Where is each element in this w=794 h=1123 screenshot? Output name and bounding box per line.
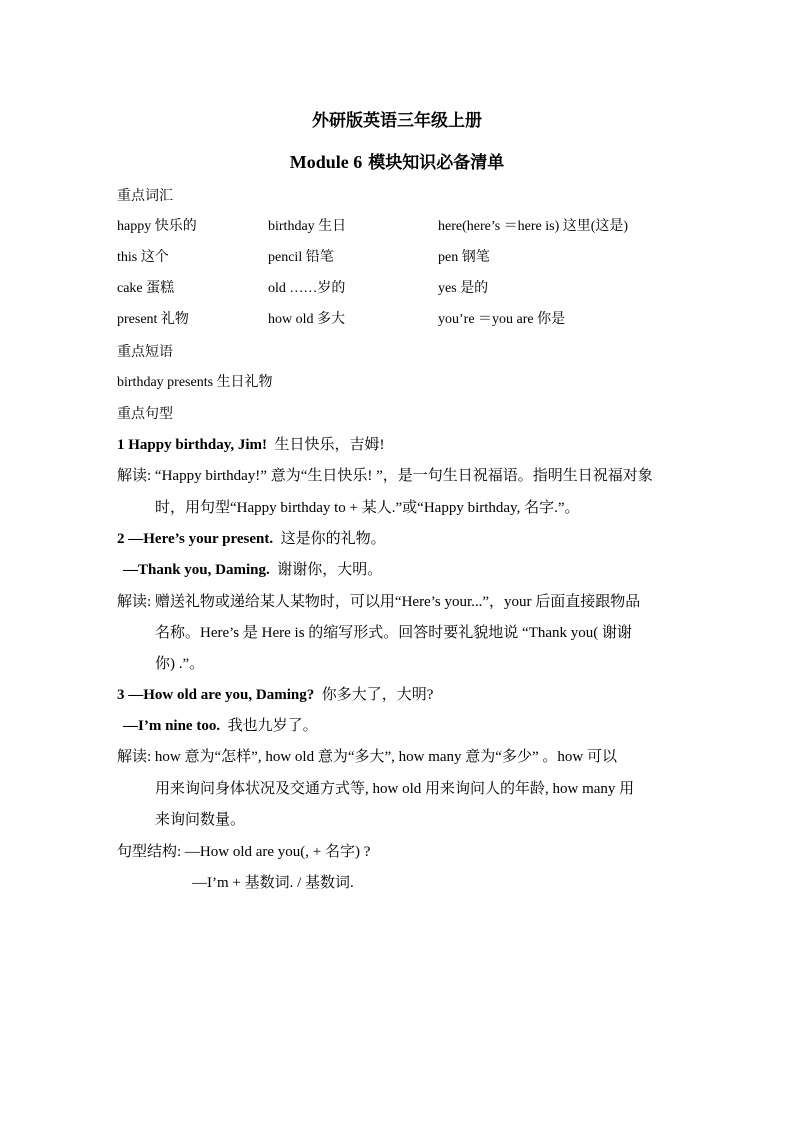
vocab-cell: pen 钢笔 — [438, 250, 490, 265]
vocab-cell: yes 是的 — [438, 281, 489, 296]
sentence-2-note: 解读: 赠送礼物或递给某人某物时，可以用“Here’s your...”，your 后面直接跟物品 — [117, 594, 641, 610]
sentence-2-reply-chinese: 谢谢你，大明。 — [277, 562, 383, 578]
sentence-3-english: 3 —How old are you, Daming? — [117, 687, 315, 703]
vocab-heading: 重点词汇 — [117, 188, 173, 204]
subtitle-chinese: 模块知识必备清单 — [368, 153, 505, 173]
sentence-1-note: 解读: “Happy birthday!” 意为“生日快乐! ”，是一句生日祝福语。指明生日祝福对象 — [117, 468, 653, 484]
vocab-cell: present 礼物 — [117, 312, 189, 327]
vocab-cell: how old 多大 — [268, 312, 345, 327]
sentence-3-reply-english: —I’m nine too. — [123, 718, 221, 734]
sentence-3-reply — [123, 716, 318, 736]
structure-line-reply: —I’m + 基数词. / 基数词. — [192, 875, 354, 891]
sentence-1-note-cont: 时，用句型“Happy birthday to + 某人.”或“Happy birthday, 名字.”。 — [155, 500, 580, 516]
sentence-3-reply-chinese: 我也九岁了。 — [227, 718, 318, 734]
subtitle-module: Module 6 — [289, 152, 363, 172]
vocab-cell: here(here’s ＝here is) 这里(这是) — [438, 219, 629, 234]
sentence-2 — [117, 529, 386, 549]
sentence-1-english: 1 Happy birthday, Jim! — [117, 437, 268, 453]
vocab-cell: old ……岁的 — [268, 281, 346, 296]
sentence-3-note-cont: 用来询问身体状况及交通方式等, how old 用来询问人的年龄, how many 用 — [155, 781, 635, 797]
sentence-2-note-cont: 名称。Here’s 是 Here is 的缩写形式。回答时要礼貌地说 “Thank you( 谢谢 — [155, 625, 633, 641]
vocab-cell: pencil 铅笔 — [268, 250, 334, 265]
vocab-cell: this 这个 — [117, 250, 169, 265]
sentence-2-note-cont: 你) .”。 — [155, 656, 205, 672]
sentence-2-reply — [123, 560, 382, 580]
vocab-cell: birthday 生日 — [268, 219, 347, 234]
phrase-line: birthday presents 生日礼物 — [117, 375, 273, 390]
vocab-cell: happy 快乐的 — [117, 219, 197, 234]
sentence-3-note-cont: 来询问数量。 — [155, 812, 246, 828]
sentence-3-note: 解读: how 意为“怎样”, how old 意为“多大”, how many 意为“多少” 。how 可以 — [117, 749, 617, 765]
phrase-heading: 重点短语 — [117, 344, 173, 360]
sentence-heading: 重点句型 — [117, 406, 173, 422]
sentence-3 — [117, 685, 433, 705]
sentence-2-english: 2 —Here’s your present. — [117, 531, 274, 547]
vocab-cell: you’re ＝you are 你是 — [438, 312, 566, 327]
structure-line: 句型结构: —How old are you(, + 名字) ? — [117, 844, 371, 860]
sentence-2-reply-english: —Thank you, Daming. — [123, 562, 270, 578]
sentence-3-chinese: 你多大了，大明? — [321, 687, 434, 703]
sentence-1 — [117, 435, 385, 455]
sentence-2-chinese: 这是你的礼物。 — [280, 531, 386, 547]
page-title: 外研版英语三年级上册 — [312, 111, 482, 131]
vocab-cell: cake 蛋糕 — [117, 281, 175, 296]
sentence-1-chinese: 生日快乐，吉姆! — [274, 437, 385, 453]
page-subtitle — [0, 148, 794, 173]
